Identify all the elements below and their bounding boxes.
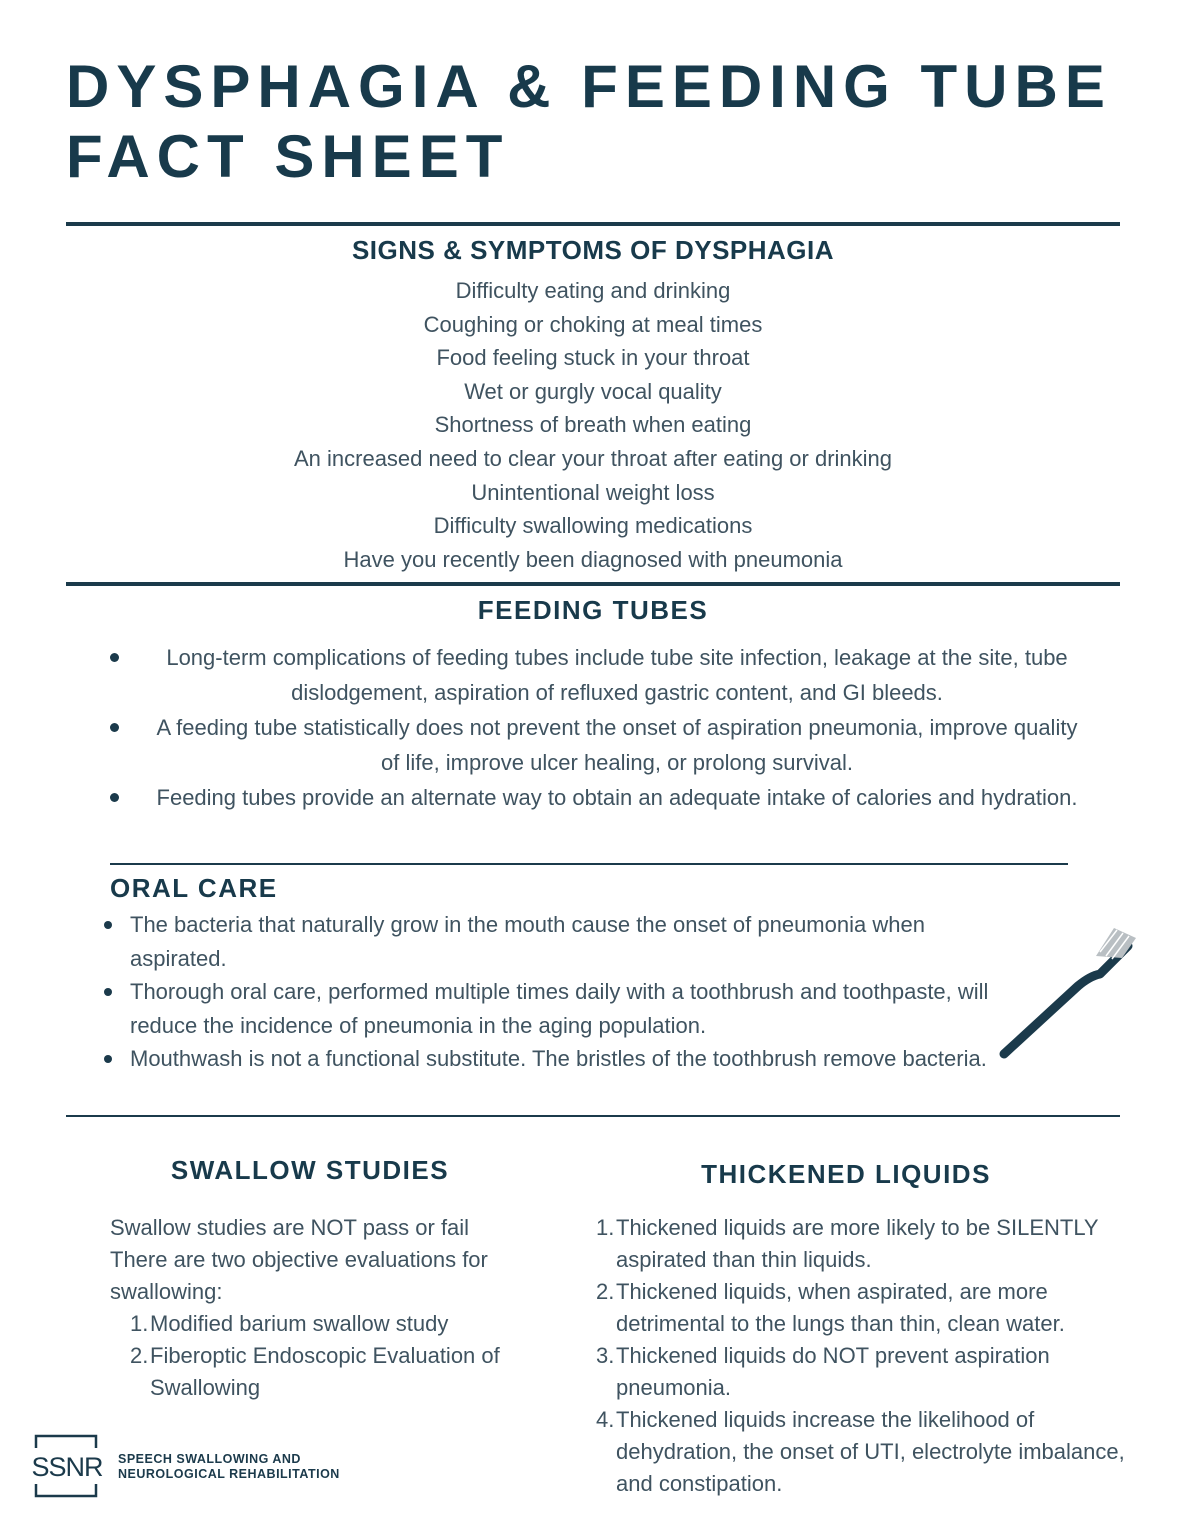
thickened-liquids-item: [596, 1340, 1136, 1404]
oral-care-item-text: Mouthwash is not a functional substitute. The bristles of the toothbrush remove bacteria.: [130, 1046, 987, 1071]
oral-care-item: [110, 908, 1010, 975]
thickened-liquids-item: [596, 1276, 1136, 1340]
feeding-tubes-list: [66, 640, 1120, 815]
bullet-icon: [104, 1055, 112, 1063]
bullet-icon: [104, 988, 112, 996]
swallow-studies-body: [110, 1212, 530, 1404]
swallow-studies-item-text: Modified barium swallow study: [150, 1311, 449, 1336]
oral-care-item-text: Thorough oral care, performed multiple times daily with a toothbrush and toothpaste, will reduce the incidence of pneumonia in the aging population.: [130, 979, 989, 1038]
swallow-studies-line-1: Swallow studies are NOT pass or fail: [110, 1215, 470, 1240]
oral-care-item-text: The bacteria that naturally grow in the mouth cause the onset of pneumonia when aspirated.: [130, 912, 925, 971]
swallow-studies-line-2: There are two objective evaluations for swallowing:: [110, 1247, 488, 1304]
feeding-tubes-item: [66, 640, 1120, 710]
logo-line-1: SPEECH SWALLOWING AND: [118, 1452, 301, 1466]
logo-line-2: NEUROLOGICAL REHABILITATION: [118, 1467, 340, 1481]
logo-mark: SSNR: [31, 1452, 103, 1482]
signs-item: Unintentional weight loss: [471, 479, 715, 505]
thickened-liquids-heading: THICKENED LIQUIDS: [701, 1159, 991, 1189]
divider-oral: [66, 1115, 1120, 1117]
oral-care-item: [110, 1042, 1010, 1076]
title-line-2: FACT SHEET: [66, 123, 510, 190]
bullet-icon: [110, 793, 119, 802]
signs-heading: SIGNS & SYMPTOMS OF DYSPHAGIA: [351, 235, 835, 265]
feeding-tubes-item-text: A feeding tube statistically does not prevent the onset of aspiration pneumonia, improve quality of life, improve ulcer healing, or prolong survival.: [156, 715, 1078, 775]
item-number: 1.: [596, 1215, 615, 1240]
oral-care-list: [110, 908, 1010, 1076]
thickened-liquids-item-text: Thickened liquids are more likely to be SILENTLY aspirated than thin liquids.: [616, 1215, 1099, 1272]
thickened-liquids-list: [596, 1212, 1136, 1500]
thickened-liquids-item-text: Thickened liquids increase the likelihood of dehydration, the onset of UTI, electrolyte imbalance, and constipation.: [616, 1407, 1125, 1496]
swallow-studies-item: [110, 1308, 530, 1340]
oral-care-section: [110, 872, 1010, 1076]
signs-section: [66, 234, 1120, 576]
divider-top: [66, 222, 1120, 226]
feeding-tubes-section: [66, 594, 1120, 815]
thickened-liquids-section: [596, 1158, 1136, 1500]
thickened-liquids-item: [596, 1212, 1136, 1276]
divider-tubes: [110, 863, 1068, 865]
logo-text: [118, 1452, 340, 1482]
thickened-liquids-item: [596, 1404, 1136, 1500]
item-number: 2.: [130, 1343, 149, 1368]
signs-item: Have you recently been diagnosed with pneumonia: [343, 546, 843, 572]
item-number: 3.: [596, 1343, 615, 1368]
oral-care-heading: ORAL CARE: [110, 873, 278, 903]
ssnr-logo: [30, 1434, 104, 1498]
toothbrush-icon: [990, 916, 1150, 1076]
item-number: 2.: [596, 1279, 615, 1304]
feeding-tubes-heading: FEEDING TUBES: [477, 595, 709, 625]
thickened-liquids-item-text: Thickened liquids do NOT prevent aspiration pneumonia.: [616, 1343, 1050, 1400]
swallow-studies-item: [110, 1340, 530, 1404]
title-line-1: DYSPHAGIA & FEEDING TUBE: [66, 53, 1112, 120]
signs-item: Shortness of breath when eating: [434, 412, 752, 438]
swallow-studies-heading: SWALLOW STUDIES: [170, 1155, 450, 1185]
bullet-icon: [104, 921, 112, 929]
item-number: 1.: [130, 1311, 149, 1336]
page-title: [66, 52, 1146, 192]
feeding-tubes-item: [66, 710, 1120, 780]
signs-list: [66, 274, 1120, 576]
divider-signs: [66, 582, 1120, 586]
signs-item: An increased need to clear your throat after eating or drinking: [293, 445, 893, 471]
signs-item: Difficulty swallowing medications: [433, 513, 753, 539]
bullet-icon: [110, 723, 119, 732]
feeding-tubes-item-text: Feeding tubes provide an alternate way to obtain an adequate intake of calories and hydration.: [156, 785, 1078, 810]
item-number: 4.: [596, 1407, 615, 1432]
signs-item: Coughing or choking at meal times: [423, 311, 763, 337]
oral-care-item: [110, 975, 1010, 1042]
signs-item: Difficulty eating and drinking: [455, 278, 731, 303]
swallow-studies-list: [110, 1308, 530, 1404]
signs-item: Food feeling stuck in your throat: [436, 345, 750, 371]
swallow-studies-section: [110, 1154, 530, 1404]
thickened-liquids-item-text: Thickened liquids, when aspirated, are more detrimental to the lungs than thin, clean water.: [616, 1279, 1065, 1336]
bullet-icon: [110, 653, 119, 662]
feeding-tubes-item: [66, 780, 1120, 815]
signs-item: Wet or gurgly vocal quality: [464, 378, 722, 404]
swallow-studies-item-text: Fiberoptic Endoscopic Evaluation of Swallowing: [150, 1343, 500, 1400]
feeding-tubes-item-text: Long-term complications of feeding tubes include tube site infection, leakage at the site, tube dislodgement, aspiration of refluxed gastric content, and GI bleeds.: [166, 645, 1068, 705]
